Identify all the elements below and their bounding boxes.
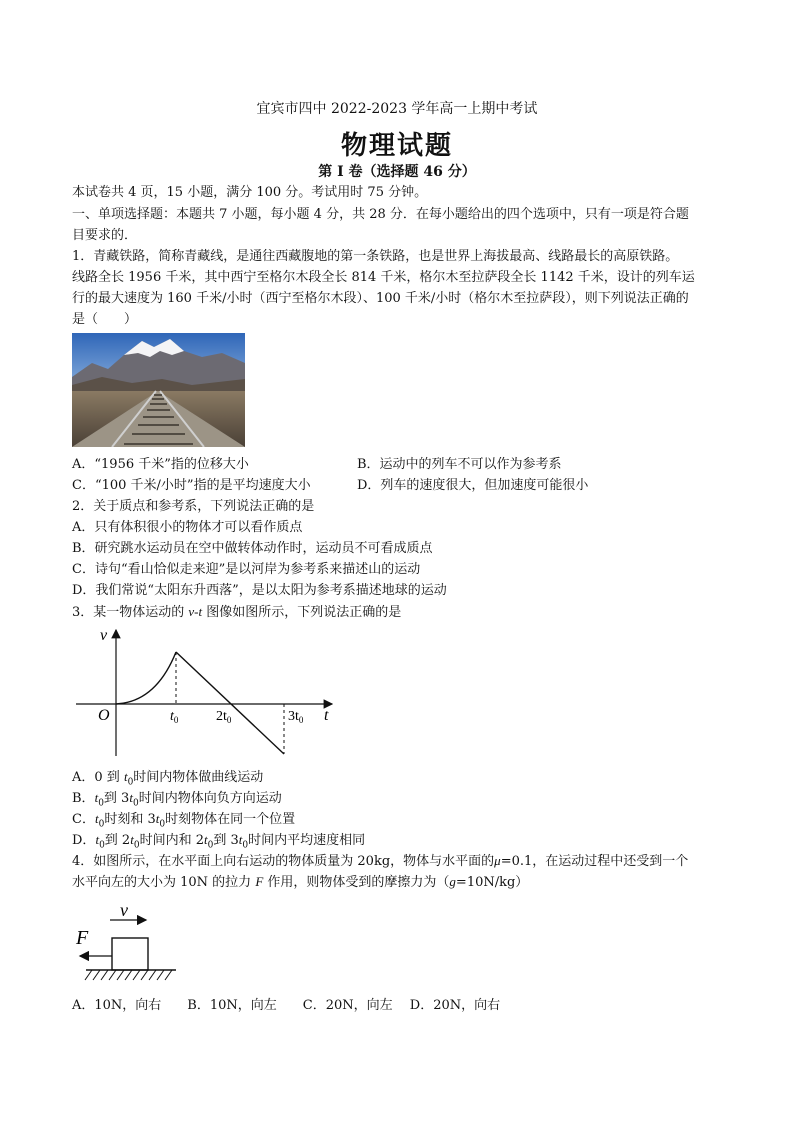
- curve-segment: [116, 652, 176, 704]
- tick-t0-label: $t_0$: [170, 709, 179, 725]
- q3-opt-d-mid3: 到 3: [213, 833, 239, 848]
- q3-opt-c-mid: 时刻和 3: [104, 812, 156, 827]
- volume-heading: 第 I 卷（选择题 46 分）: [318, 164, 476, 180]
- q3-opt-d-post: 时间内平均速度相同: [248, 833, 366, 848]
- q3-var-t: t: [203, 832, 208, 847]
- q3-opt-d-mid2: 时间内和 2: [139, 833, 204, 848]
- q3-label-b: B．: [72, 791, 95, 806]
- railway-photo: [72, 333, 245, 447]
- q3-var-t: t: [238, 832, 243, 847]
- q3-sub0: 0: [127, 777, 134, 788]
- q4-g: g: [449, 874, 456, 889]
- q1-stem-line4: 是（ ）: [72, 312, 138, 327]
- q3-sub0: 0: [98, 819, 105, 830]
- q3-stem: [72, 602, 401, 623]
- q3-stem-var: v-t: [188, 604, 203, 619]
- q3-var-t: t: [95, 832, 100, 847]
- q4-mu: μ: [494, 853, 501, 868]
- q3-sub0: 0: [159, 819, 166, 830]
- tick-2t0-label: $2t_0$: [216, 709, 232, 725]
- q3-sub0: 0: [242, 840, 249, 851]
- q1-option-c: C．“100 千米/小时”指的是平均速度大小: [72, 478, 311, 493]
- q3-var-t: t: [129, 790, 133, 805]
- q4-F: F: [255, 874, 264, 889]
- q1-stem-line1: 1．青藏铁路，简称青藏线，是通往西藏腹地的第一条铁路，也是世界上海拔最高、线路最长的高原铁路。: [72, 249, 679, 264]
- ground-hatching: [85, 970, 172, 980]
- q1-stem-line3: 行的最大速度为 160 千米/小时（西宁至格尔木段）、100 千米/小时（格尔木至拉萨段），则下列说法正确的: [72, 291, 689, 306]
- q4-line2-mid: 作用，则物体受到的摩擦力为（: [263, 875, 450, 890]
- section-instruction-line1: 一、单项选择题：本题共 7 小题，每小题 4 分，共 28 分．在每小题给出的四个选项中，只有一项是符合题: [72, 207, 689, 222]
- q2-option-d: D．我们常说“太阳东升西落”，是以太阳为参考系描述地球的运动: [72, 583, 447, 598]
- q3-stem-prefix: 3．某一物体运动的: [72, 605, 189, 620]
- q3-sub0: 0: [207, 840, 214, 851]
- exam-school-line: 宜宾市四中 2022-2023 学年高一上期中考试: [256, 101, 538, 117]
- q2-option-c: C．诗句“看山恰似走来迎”是以河岸为参考系来描述山的运动: [72, 562, 421, 577]
- exam-title: 物理试题: [340, 131, 453, 161]
- tick-3t0-label: $3t_0$: [288, 709, 304, 725]
- force-label: F: [76, 927, 89, 949]
- q3-opt-b-post: 时间内物体向负方向运动: [138, 791, 282, 806]
- q2-option-a: A．只有体积很小的物体才可以看作质点: [72, 520, 303, 535]
- q3-var-t: t: [155, 811, 160, 826]
- q3-sub0: 0: [98, 798, 104, 809]
- q3-opt-b-mid: 到 3: [103, 791, 130, 806]
- q2-option-b: B．研究跳水运动员在空中做转体动作时，运动员不可看成质点: [72, 541, 433, 556]
- q4-line1-pre: 4．如图所示，在水平面上向右运动的物体质量为 20kg，物体与水平面的: [72, 854, 495, 869]
- line-segment: [176, 652, 284, 754]
- q3-label-c: C．: [72, 812, 95, 827]
- q1-stem-line2: 线路全长 1956 千米，其中西宁至格尔木段全长 814 千米，格尔木至拉萨段全长 1142 千米，设计的列车运: [72, 270, 695, 285]
- q3-var-t: t: [130, 832, 134, 847]
- q4-options: A．10N，向右 B．10N，向左 C．20N，向左 D．20N，向右: [72, 998, 501, 1013]
- origin-label: O: [98, 707, 110, 724]
- velocity-label: v: [120, 900, 128, 920]
- q2-stem: 2．关于质点和参考系，下列说法正确的是: [72, 499, 315, 514]
- q3-sub0: 0: [132, 798, 139, 809]
- vt-graph: [70, 624, 340, 760]
- q1-option-d: D．列车的速度很大，但加速度可能很小: [357, 478, 589, 493]
- railway-mountain-image: [72, 333, 245, 447]
- q3-sub0: 0: [99, 840, 105, 851]
- q3-var-t: t: [123, 769, 128, 784]
- q4-line2-post: =10N/kg）: [455, 875, 529, 890]
- q4-stem-line2: [72, 872, 528, 893]
- block-force-diagram: [72, 898, 184, 986]
- q3-opt-c-post: 时刻物体在同一个位置: [165, 812, 296, 827]
- q3-stem-suffix: 图像如图所示，下列说法正确的是: [202, 605, 402, 620]
- q1-option-a: A．“1956 千米”指的位移大小: [72, 457, 249, 472]
- q3-sub0: 0: [133, 840, 140, 851]
- q3-opt-a-pre: A．0 到: [72, 770, 124, 785]
- q3-var-t: t: [94, 790, 99, 805]
- q4-line1-post: =0.1，在运动过程中还受到一个: [500, 854, 689, 869]
- q3-opt-d-mid1: 到 2: [104, 833, 131, 848]
- q3-opt-a-post: 时间内物体做曲线运动: [133, 770, 264, 785]
- block: [112, 938, 148, 970]
- section-instruction-line2: 目要求的．: [72, 228, 138, 243]
- q3-var-t: t: [94, 811, 99, 826]
- axis-t-label: t: [324, 707, 329, 724]
- q3-label-d: D．: [72, 833, 96, 848]
- exam-info: 本试卷共 4 页，15 小题，满分 100 分。考试用时 75 分钟。: [72, 185, 428, 200]
- q1-option-b: B．运动中的列车不可以作为参考系: [357, 457, 562, 472]
- q4-line2-pre: 水平向左的大小为 10N 的拉力: [72, 875, 256, 890]
- q4-stem-line1: [72, 851, 688, 872]
- axis-v-label: v: [100, 627, 108, 644]
